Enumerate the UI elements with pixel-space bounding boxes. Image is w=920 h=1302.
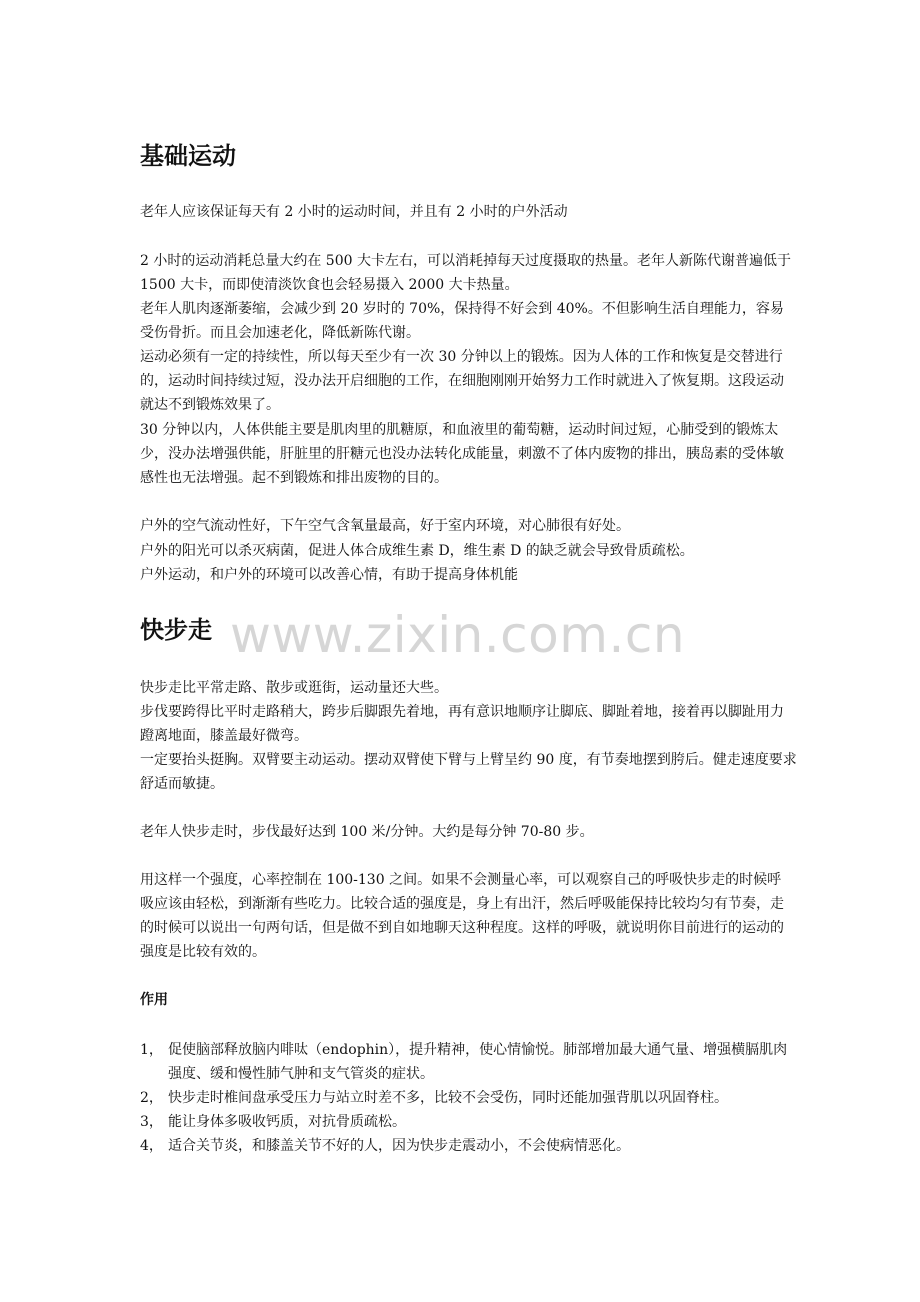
list-item — [140, 1134, 792, 1158]
list-item — [140, 1086, 792, 1110]
paragraph-outdoor-sun: 户外的阳光可以杀灭病菌，促进人体合成维生素 D，维生素 D 的缺乏就会导致骨质疏松。 — [140, 543, 694, 559]
list-item-number: 3， — [140, 1114, 163, 1130]
paragraph-energy: 30 分钟以内，人体供能主要是肌肉里的肌糖原，和血液里的葡萄糖，运动时间过短，心肺受到的锻炼太少，没办法增强供能，肝脏里的肝糖元也没办法转化成能量，刺激不了体内废物的排出，胰岛素的受体敏感性也无法增强。起不到锻炼和排出废物的目的。 — [140, 422, 784, 486]
list-item — [140, 1038, 792, 1086]
benefits-list — [140, 1038, 792, 1158]
list-item-number: 2， — [140, 1090, 163, 1106]
list-item-text: 促使脑部释放脑内啡呔（endophin），提升精神，使心情愉悦。肺部增加最大通气量、增强横膈肌肉强度、缓和慢性肺气肿和支气管炎的症状。 — [168, 1042, 788, 1082]
paragraph-calories: 2 小时的运动消耗总量大约在 500 大卡左右，可以消耗掉每天过度摄取的热量。老年人新陈代谢普遍低于 1500 大卡，而即使清淡饮食也会轻易摄入 2000 大卡热量。 — [140, 253, 791, 293]
paragraph-walk-speed: 老年人快步走时，步伐最好达到 100 米/分钟。大约是每分钟 70-80 步。 — [140, 824, 594, 840]
list-item-text: 适合关节炎，和膝盖关节不好的人，因为快步走震动小，不会使病情恶化。 — [168, 1138, 630, 1154]
list-item-text: 快步走时椎间盘承受压力与站立时差不多，比较不会受伤，同时还能加强背肌以巩固脊柱。 — [168, 1090, 728, 1106]
list-item — [140, 1110, 792, 1134]
subsection-title-effects: 作用 — [140, 992, 168, 1008]
paragraph-walk-stride: 步伐要跨得比平时走路稍大，跨步后脚跟先着地，再有意识地顺序让脚底、脚趾着地，接着再以脚趾用力蹬离地面，膝盖最好微弯。 — [140, 704, 784, 744]
paragraph-walk-intro: 快步走比平常走路、散步或逛街，运动量还大些。 — [140, 680, 448, 696]
paragraph-outdoor-mood: 户外运动，和户外的环境可以改善心情，有助于提高身体机能 — [140, 567, 518, 583]
paragraph-duration: 运动必须有一定的持续性，所以每天至少有一次 30 分钟以上的锻炼。因为人体的工作和恢复是交替进行的，运动时间持续过短，没办法开启细胞的工作，在细胞刚刚开始努力工作时就进入了恢复期。这段运动就达不到锻炼效果了。 — [140, 349, 784, 413]
paragraph-muscle: 老年人肌肉逐渐萎缩，会减少到 20 岁时的 70%，保持得不好会到 40%。不但影响生活自理能力，容易受伤骨折。而且会加速老化，降低新陈代谢。 — [140, 301, 784, 341]
paragraph-outdoor-air: 户外的空气流动性好，下午空气含氧量最高，好于室内环境，对心肺很有好处。 — [140, 518, 630, 534]
section-title-brisk-walking: 快步走 — [140, 616, 212, 644]
paragraph-walk-posture: 一定要抬头挺胸。双臂要主动运动。摆动双臂使下臂与上臂呈约 90 度，有节奏地摆到胯后。健走速度要求舒适而敏捷。 — [140, 752, 797, 792]
paragraph-walk-intensity: 用这样一个强度，心率控制在 100-130 之间。如果不会测量心率，可以观察自己的呼吸快步走的时候呼吸应该由轻松，到渐渐有些吃力。比较合适的强度是，身上有出汗，然后呼吸能保持比较均匀有节奏，走的时候可以说出一句两句话，但是做不到自如地聊天这种程度。这样的呼吸，就说明你目前进行的运动的强度是比较有效的。 — [140, 872, 784, 960]
section-title-basic-exercise: 基础运动 — [140, 142, 236, 170]
list-item-number: 1， — [140, 1042, 163, 1058]
watermark: www.zixin.com.cn — [230, 606, 686, 664]
list-item-number: 4， — [140, 1138, 163, 1154]
list-item-text: 能让身体多吸收钙质，对抗骨质疏松。 — [168, 1114, 406, 1130]
paragraph-intro: 老年人应该保证每天有 2 小时的运动时间，并且有 2 小时的户外活动 — [140, 204, 568, 220]
